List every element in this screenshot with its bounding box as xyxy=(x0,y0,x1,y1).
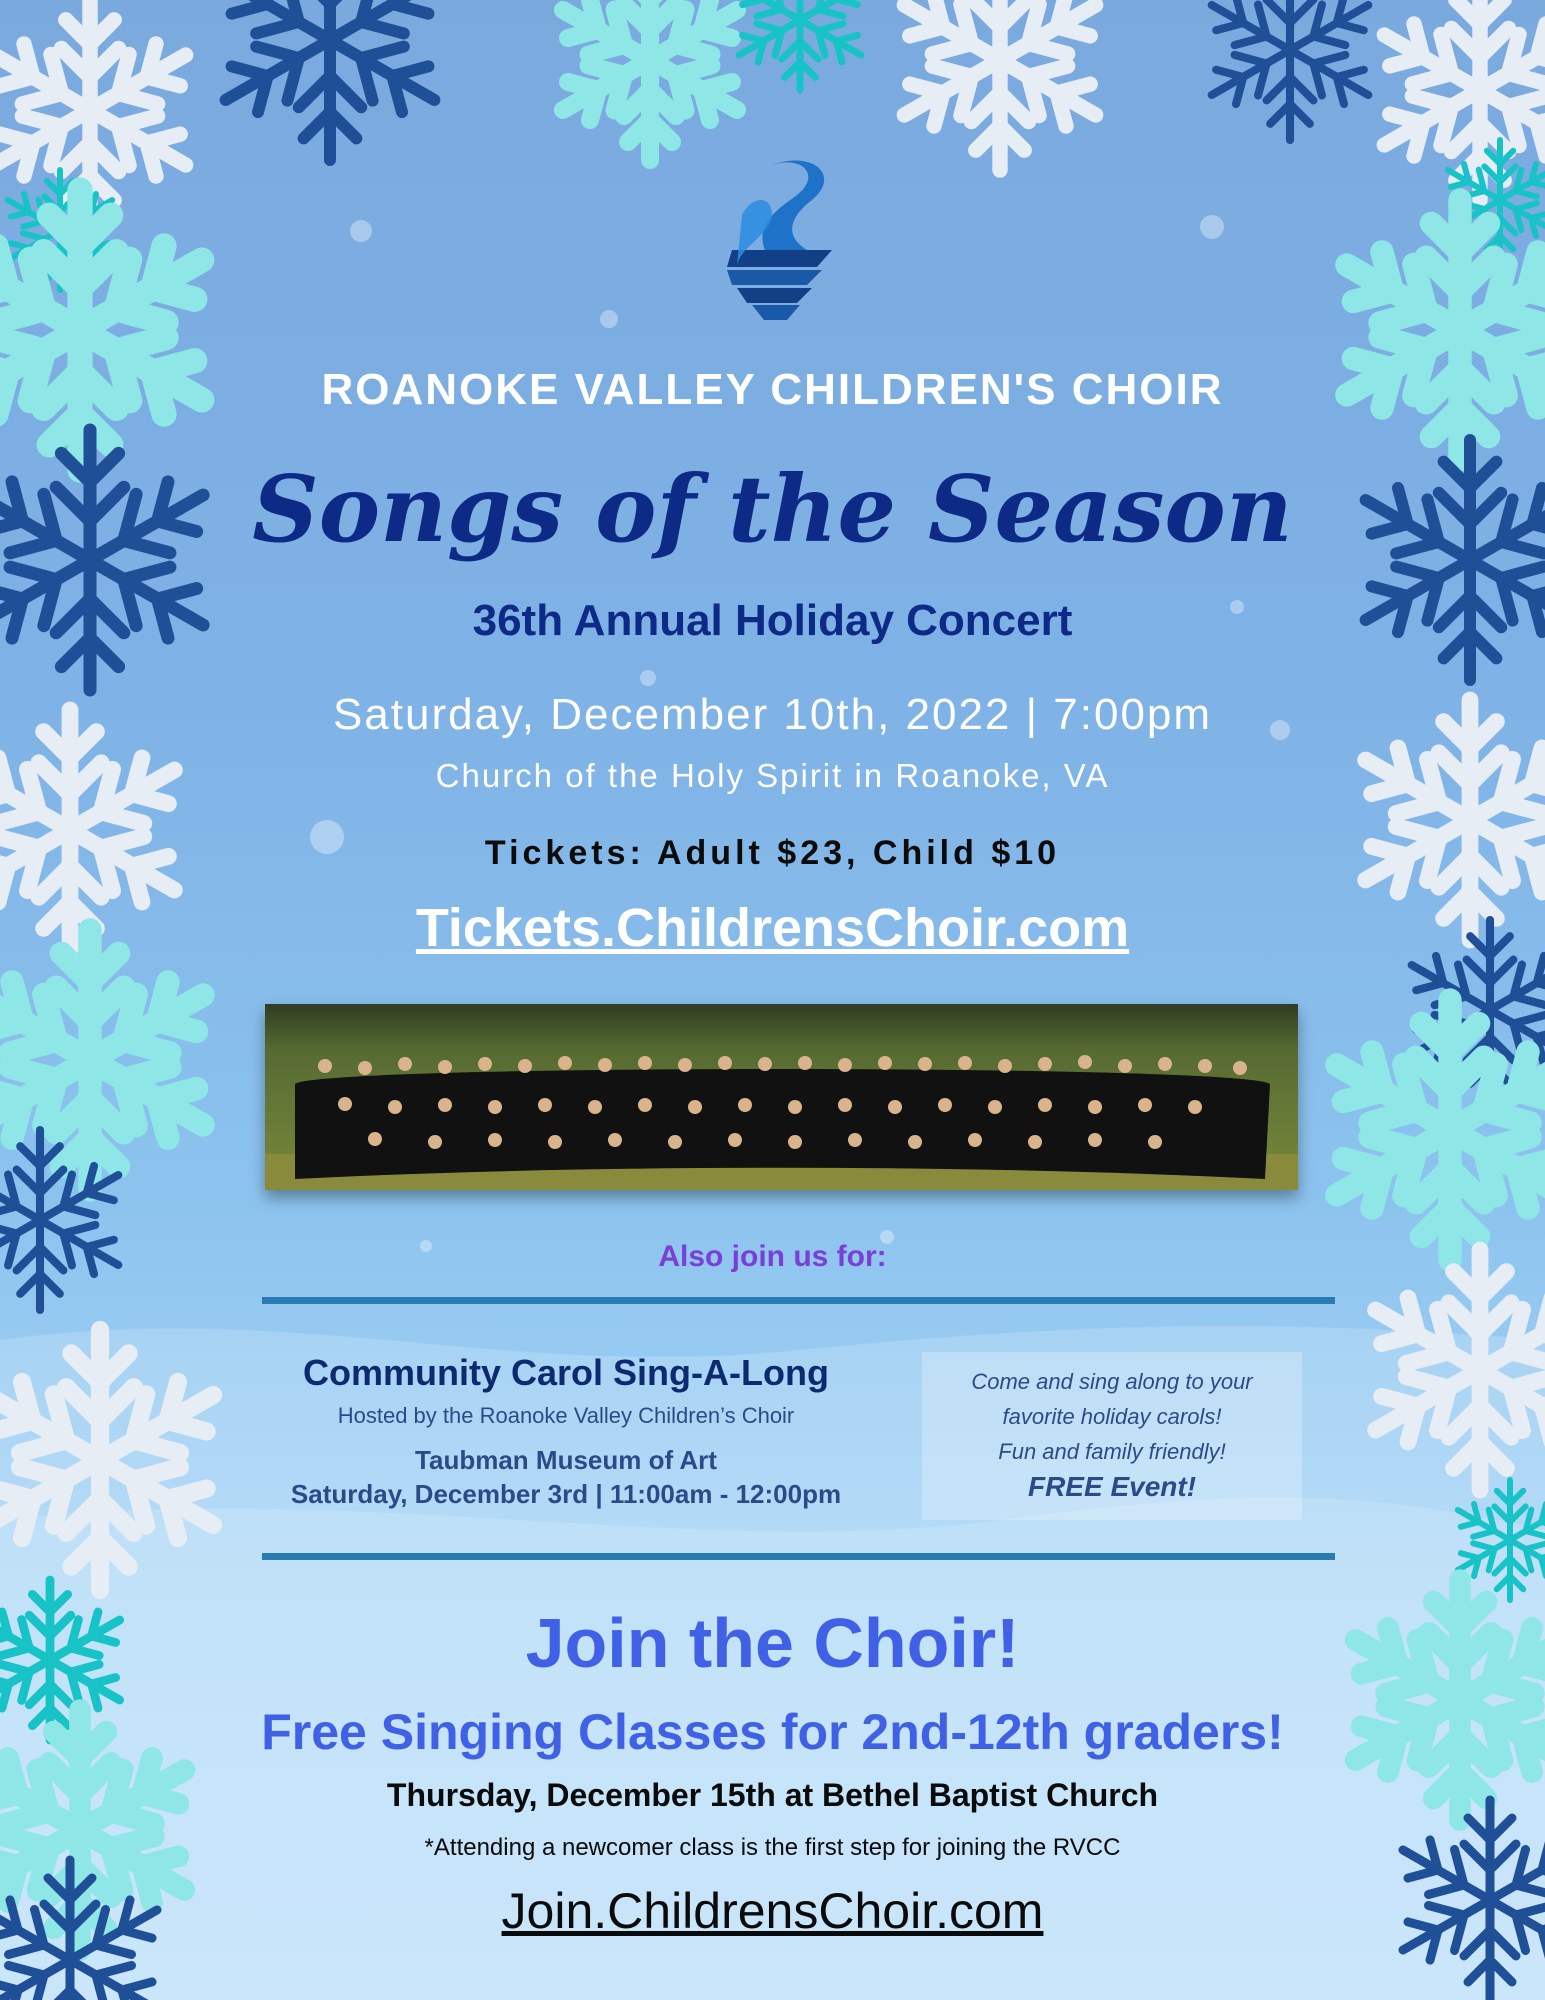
event-host: Hosted by the Roanoke Valley Children’s Choir xyxy=(337,1403,795,1428)
concert-date-time: Saturday, December 10th, 2022 | 7:00pm xyxy=(332,690,1213,739)
class-date-location: Thursday, December 15th at Bethel Baptist Church xyxy=(386,1777,1159,1813)
snowflake-icon xyxy=(1347,200,1545,460)
join-choir-title: Join the Choir! xyxy=(525,1604,1020,1682)
free-classes-heading: Free Singing Classes for 2nd-12th graders! xyxy=(261,1704,1284,1760)
event-title: Community Carol Sing-A-Long xyxy=(303,1352,829,1393)
snowflake-icon xyxy=(0,190,202,470)
newcomer-note: *Attending a newcomer class is the first step for joining the RVCC xyxy=(424,1834,1121,1861)
snowflake-icon xyxy=(0,1330,213,1590)
divider-top xyxy=(262,1297,1335,1304)
event-callout-box xyxy=(922,1352,1302,1520)
concert-title: Songs of the Season xyxy=(252,455,1293,563)
choir-group-photo xyxy=(265,1004,1298,1190)
snowflake-icon xyxy=(1212,0,1369,140)
callout-line-2: favorite holiday carols! xyxy=(1002,1404,1222,1429)
snowflake-icon xyxy=(739,0,861,90)
ticket-prices: Tickets: Adult $23, Child $10 xyxy=(484,834,1061,872)
snowflake-icon xyxy=(226,0,435,160)
snowflake-icon xyxy=(1458,1480,1545,1600)
concert-venue: Church of the Holy Spirit in Roanoke, VA xyxy=(435,757,1110,794)
event-venue: Taubman Museum of Art xyxy=(415,1445,717,1475)
also-join-heading: Also join us for: xyxy=(658,1240,887,1273)
event-date-time: Saturday, December 3rd | 11:00am - 12:00pm xyxy=(290,1479,842,1509)
swan-wing-logo-icon xyxy=(712,155,842,325)
snowflake-icon xyxy=(904,0,1095,170)
divider-bottom xyxy=(262,1553,1335,1560)
concert-subtitle: 36th Annual Holiday Concert xyxy=(472,596,1073,645)
tickets-link[interactable]: Tickets.ChildrensChoir.com xyxy=(415,898,1130,958)
callout-line-3: Fun and family friendly! xyxy=(998,1439,1226,1464)
snowflake-icon xyxy=(1376,1250,1545,1490)
snowflake-icon xyxy=(563,0,737,160)
join-link[interactable]: Join.ChildrensChoir.com xyxy=(501,1883,1044,1939)
organization-title: ROANOKE VALLEY CHILDREN'S CHOIR xyxy=(321,365,1224,414)
callout-line-1: Come and sing along to your xyxy=(971,1369,1253,1394)
snowflake-icon xyxy=(0,0,186,220)
free-event-label: FREE Event! xyxy=(1027,1471,1197,1502)
